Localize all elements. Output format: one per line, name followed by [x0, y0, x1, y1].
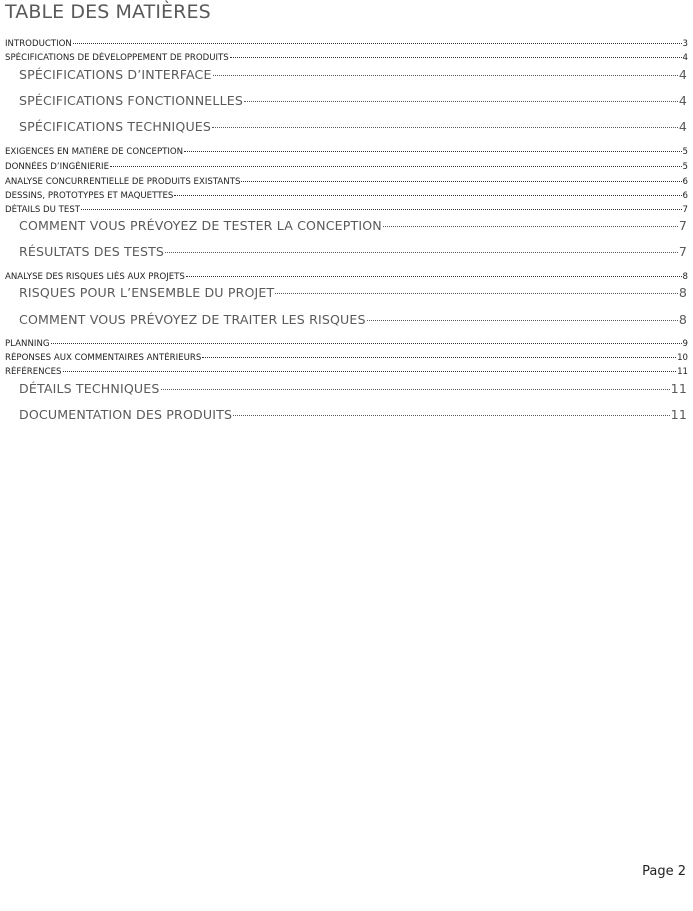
- toc-entry-label: INTRODUCTION: [5, 39, 72, 49]
- toc-entry-page: 5: [682, 147, 688, 157]
- toc-entry-page: 9: [682, 339, 688, 349]
- toc-entry-label: DOCUMENTATION DES PRODUITS: [19, 407, 233, 422]
- toc-entry[interactable]: [19, 118, 687, 136]
- toc-leader-dots: [212, 127, 678, 128]
- toc-entry[interactable]: [5, 366, 688, 378]
- toc-entry[interactable]: [5, 352, 688, 364]
- toc-entry[interactable]: [19, 243, 687, 261]
- toc-entry-page: 6: [682, 177, 688, 187]
- toc-entry[interactable]: [5, 52, 688, 64]
- toc-leader-dots: [275, 293, 677, 294]
- toc-entry-label: RÉPONSES AUX COMMENTAIRES ANTÉRIEURS: [5, 353, 202, 363]
- toc-leader-dots: [161, 389, 670, 390]
- toc-entry-page: 6: [682, 191, 688, 201]
- toc-entry[interactable]: [5, 38, 688, 50]
- toc-leader-dots: [110, 166, 682, 167]
- toc-entry-page: 4: [678, 67, 687, 82]
- toc-entry-label: RÉFÉRENCES: [5, 367, 62, 377]
- toc-entry[interactable]: [19, 311, 687, 329]
- toc-leader-dots: [230, 57, 682, 58]
- toc-entry-label: EXIGENCES EN MATIÈRE DE CONCEPTION: [5, 147, 184, 157]
- toc-entry[interactable]: [5, 271, 688, 283]
- toc-leader-dots: [174, 195, 681, 196]
- page-number: Page 2: [642, 864, 686, 879]
- toc-leader-dots: [383, 226, 678, 227]
- toc-entry-label: COMMENT VOUS PRÉVOYEZ DE TRAITER LES RISQUES: [19, 312, 366, 327]
- toc-leader-dots: [186, 276, 682, 277]
- toc-entry[interactable]: [19, 406, 687, 424]
- toc-leader-dots: [184, 151, 681, 152]
- toc-entry-page: 7: [682, 205, 688, 215]
- toc-entry-label: ANALYSE CONCURRENTIELLE DE PRODUITS EXISTANTS: [5, 177, 241, 187]
- toc-entry[interactable]: [19, 92, 687, 110]
- toc-entry[interactable]: [19, 217, 687, 235]
- toc-entry-label: COMMENT VOUS PRÉVOYEZ DE TESTER LA CONCEPTION: [19, 218, 382, 233]
- toc-entry-page: 8: [678, 285, 687, 300]
- toc-entry-page: 10: [677, 353, 688, 363]
- toc-entry-page: 5: [682, 162, 688, 172]
- toc-entry-page: 11: [670, 381, 687, 396]
- toc-entry-page: 3: [682, 39, 688, 49]
- toc-title: TABLE DES MATIÈRES: [5, 1, 211, 23]
- toc-entry-label: SPÉCIFICATIONS FONCTIONNELLES: [19, 93, 244, 108]
- toc-entry[interactable]: [5, 338, 688, 350]
- toc-entry-label: DÉTAILS DU TEST: [5, 205, 81, 215]
- toc-entry[interactable]: [19, 66, 687, 84]
- toc-entry-page: 8: [682, 272, 688, 282]
- toc-entry[interactable]: [5, 161, 688, 173]
- toc-entry-page: 11: [677, 367, 688, 377]
- toc-leader-dots: [241, 181, 681, 182]
- toc-entry-page: 4: [678, 93, 687, 108]
- toc-entry-label: DÉTAILS TECHNIQUES: [19, 381, 160, 396]
- toc-entry-label: ANALYSE DES RISQUES LIÉS AUX PROJETS: [5, 272, 185, 282]
- toc-entry-page: 11: [670, 407, 687, 422]
- toc-entry[interactable]: [19, 284, 687, 302]
- toc-leader-dots: [63, 371, 677, 372]
- toc-leader-dots: [233, 415, 670, 416]
- toc-leader-dots: [367, 320, 678, 321]
- toc-leader-dots: [213, 75, 678, 76]
- toc-entry[interactable]: [5, 204, 688, 216]
- toc-leader-dots: [244, 101, 678, 102]
- toc-entry-page: 8: [678, 312, 687, 327]
- toc-entry[interactable]: [5, 146, 688, 158]
- toc-entry-page: 7: [678, 244, 687, 259]
- toc-entry[interactable]: [5, 176, 688, 188]
- toc-leader-dots: [73, 43, 682, 44]
- toc-entry-label: DONNÉES D’INGÉNIERIE: [5, 162, 110, 172]
- toc-leader-dots: [81, 209, 681, 210]
- toc-entry-label: SPÉCIFICATIONS D’INTERFACE: [19, 67, 212, 82]
- toc-leader-dots: [165, 252, 678, 253]
- toc-entry-label: RISQUES POUR L’ENSEMBLE DU PROJET: [19, 285, 275, 300]
- toc-entry-label: RÉSULTATS DES TESTS: [19, 244, 165, 259]
- toc-leader-dots: [51, 343, 682, 344]
- toc-entry-page: 4: [678, 119, 687, 134]
- toc-entry-label: PLANNING: [5, 339, 50, 349]
- toc-entry-label: DESSINS, PROTOTYPES ET MAQUETTES: [5, 191, 174, 201]
- toc-entry-page: 4: [682, 53, 688, 63]
- toc-entry[interactable]: [5, 190, 688, 202]
- toc-entry-label: SPÉCIFICATIONS TECHNIQUES: [19, 119, 212, 134]
- toc-entry-label: SPÉCIFICATIONS DE DÉVELOPPEMENT DE PRODUITS: [5, 53, 229, 63]
- toc-leader-dots: [202, 357, 676, 358]
- toc-entry-page: 7: [678, 218, 687, 233]
- toc-entry[interactable]: [19, 380, 687, 398]
